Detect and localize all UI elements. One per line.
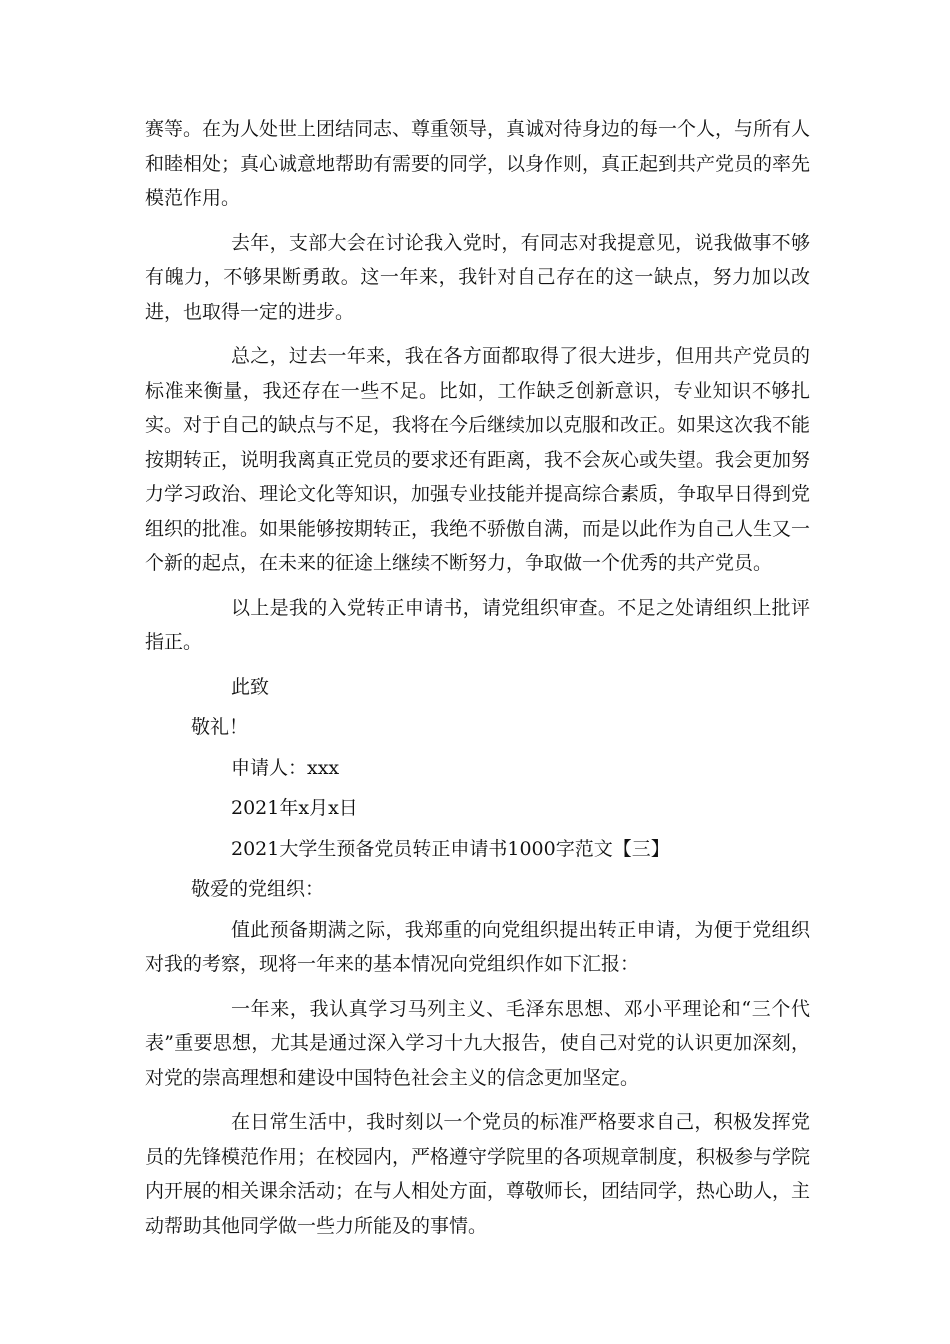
paragraph-continuation: 赛等。在为人处世上团结同志、尊重领导，真诚对待身边的每一个人，与所有人和睦相处；真心诚意地帮助有需要的同学，以身作则，真正起到共产党员的率先模范作用。 — [145, 118, 811, 209]
paragraph-intro: 值此预备期满之际，我郑重的向党组织提出转正申请，为便于党组织对我的考察，现将一年来的基本情况向党组织作如下汇报： — [145, 918, 810, 975]
applicant-signature: 申请人：xxx — [231, 756, 340, 779]
application-date: 2021年x月x日 — [231, 797, 358, 819]
paragraph-study: 一年来，我认真学习马列主义、毛泽东思想、邓小平理论和“三个代表”重要思想，尤其是通过深入学习十九大报告，使自己对党的认识更加深刻，对党的崇高理想和建设中国特色社会主义的信念更加坚定。 — [145, 997, 810, 1089]
paragraph-last-year: 去年，支部大会在讨论我入党时，有同志对我提意见，说我做事不够有魄力，不够果断勇敢。这一年来，我针对自己存在的这一缺点，努力加以改进，也取得一定的进步。 — [145, 231, 810, 323]
paragraph-summary: 总之，过去一年来，我在各方面都取得了很大进步，但用共产党员的标准来衡量，我还存在一些不足。比如，工作缺乏创新意识，专业知识不够扎实。对于自己的缺点与不足，我将在今后继续加以克服和改正。如果这次我不能按期转正，说明我离真正党员的要求还有距离，我不会灰心或失望。我会更加努力学习政治、理论文化等知识，加强专业技能并提高综合素质，争取早日得到党组织的批准。如果能够按期转正，我绝不骄傲自满，而是以此作为自己人生又一个新的起点，在未来的征途上继续不断努力，争取做一个优秀的共产党员。 — [145, 345, 811, 574]
document-page — [145, 112, 810, 1253]
closing-cizhi: 此致 — [231, 675, 270, 698]
closing-jingli: 敬礼！ — [191, 716, 249, 738]
greeting: 敬爱的党组织： — [191, 878, 325, 900]
paragraph-daily-life: 在日常生活中，我时刻以一个党员的标准严格要求自己，积极发挥党员的先锋模范作用；在校园内，严格遵守学院里的各项规章制度，积极参与学院内开展的相关课余活动；在与人相处方面，尊敬师长，团结同学，热心助人，主动帮助其他同学做一些力所能及的事情。 — [145, 1111, 811, 1237]
paragraph-request-review: 以上是我的入党转正申请书，请党组织审查。不足之处请组织上批评指正。 — [145, 596, 810, 653]
section-title: 2021大学生预备党员转正申请书1000字范文【三】 — [231, 837, 670, 860]
